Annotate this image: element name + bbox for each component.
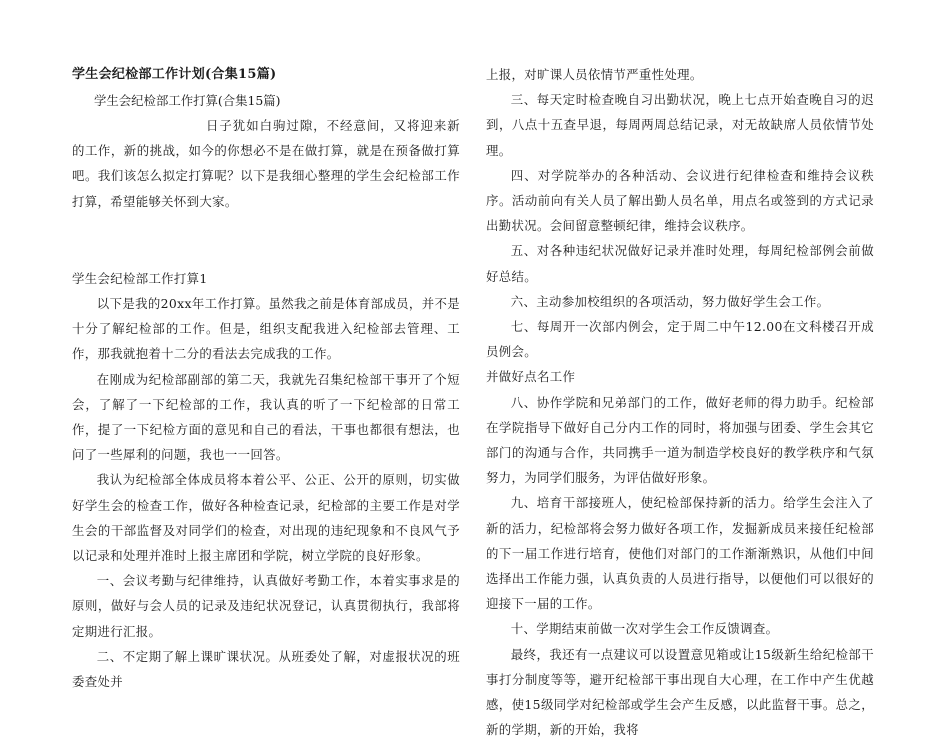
paragraph-noindent: 并做好点名工作 (486, 369, 576, 385)
paragraph-continuation: 上报，对旷课人员依情节严重性处理。 (486, 67, 703, 82)
intro-paragraph: 日子犹如白驹过隙，不经意间，又将迎来新的工作，新的挑战，如今的你想必不是在做打算，就是在预备做打算吧。我们该怎么拟定打算呢？以下是我细心整理的学生会纪检部工作打算，希望能够关怀到大家。 (72, 118, 460, 209)
paragraph: 九、培育干部接班人，使纪检部保持新的活力。给学生会注入了新的活力，纪检部将会努力做好各项工作，发掘新成员来接任纪检部的下一届工作进行培育，使他们对部门的工作渐渐熟识，从他们中间选择出工作能力强，认真负责的人员进行指导，以便他们可以很好的迎接下一届的工作。 (486, 495, 874, 612)
paragraph: 我认为纪检部全体成员将本着公平、公正、公开的原则，切实做好学生会的检查工作，做好各种检查记录，纪检部的主要工作是对学生会的干部监督及对同学们的检查，对出现的违纪现象和不良风气予以记录和处理并准时上报主席团和学院，树立学院的良好形象。 (72, 472, 460, 564)
paragraph: 六、主动参加校组织的各项活动，努力做好学生会工作。 (510, 293, 830, 309)
paragraph: 十、学期结束前做一次对学生会工作反馈调查。 (510, 621, 779, 637)
paragraph: 以下是我的20xx年工作打算。虽然我之前是体育部成员，并不是十分了解纪检部的工作。但是，组织支配我进入纪检部去管理、工作，那我就抱着十二分的看法去完成我的工作。 (72, 296, 460, 362)
paragraph: 五、对各种违纪状况做好记录并准时处理，每周纪检部例会前做好总结。 (486, 243, 874, 284)
paragraph: 八、协作学院和兄弟部门的工作，做好老师的得力助手。纪检部在学院指导下做好自己分内工作的同时，将加强与团委、学生会其它部门的沟通与合作，共同携手一道为制造学校良好的教学秩序和气氛努力，为同学们服务，为评估做好形象。 (486, 394, 874, 486)
paragraph: 四、对学院举办的各种活动、会议进行纪律检查和维持会议秩序。活动前向有关人员了解出勤人员名单，用点名或签到的方式记录出勤状况。会间留意整顿纪律，维持会议秩序。 (486, 167, 874, 234)
document-title: 学生会纪检部工作计划(合集15篇) (72, 67, 277, 82)
right-column (486, 62, 874, 742)
paragraph: 七、每周开一次部内例会，定于周二中午12.00在文科楼召开成员例会。 (486, 319, 874, 360)
paragraph: 三、每天定时检查晚自习出勤状况，晚上七点开始查晚自习的迟到，八点十五查早退，每周两周总结记录，对无故缺席人员依情节处理。 (486, 92, 874, 158)
section-heading: 学生会纪检部工作打算1 (72, 270, 208, 286)
document-subtitle: 学生会纪检部工作打算(合集15篇) (94, 93, 281, 108)
paragraph: 一、会议考勤与纪律维持，认真做好考勤工作，本着实事求是的原则，做好与会人员的记录及违纪状况登记，认真贯彻执行，我部将定期进行汇报。 (72, 573, 460, 639)
spacer (72, 214, 460, 266)
paragraph: 在刚成为纪检部副部的第二天，我就先召集纪检部干事开了个短会，了解了一下纪检部的工作，我认真的听了一下纪检部的日常工作，提了一下纪检方面的意见和自己的看法，干事也都很有想法，也问了一些犀利的问题，我也一一回答。 (72, 371, 460, 463)
left-column (72, 62, 460, 694)
paragraph: 二、不定期了解上课旷课状况。从班委处了解，对虚报状况的班委查处并 (72, 648, 460, 690)
paragraph: 最终，我还有一点建议可以设置意见箱或让15级新生给纪检部干事打分制度等等，避开纪检部干事出现自大心理，在工作中产生优越感，使15级同学对纪检部或学生会产生反感，以此监督干事。总之，新的学期，新的开始，我将 (486, 646, 874, 738)
